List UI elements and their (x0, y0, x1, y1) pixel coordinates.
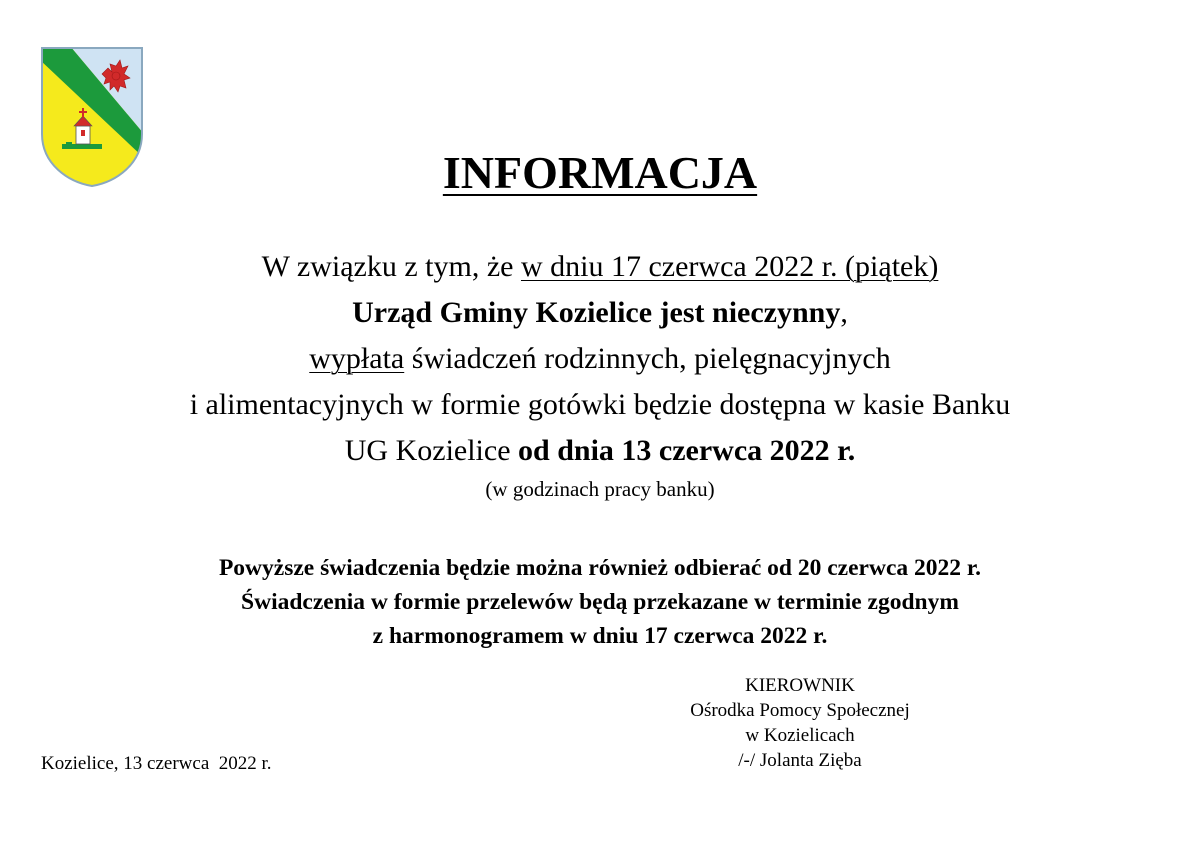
payout-start-date: od dnia 13 czerwca 2022 r. (518, 434, 856, 467)
notice-line-2: Świadczenia w formie przelewów będą przekazane w terminie zgodnym (241, 589, 959, 615)
announcement-line-1-text: W związku z tym, że (261, 250, 521, 283)
document-title: INFORMACJA (442, 147, 758, 198)
additional-notice (0, 551, 1200, 653)
main-announcement (0, 244, 1200, 474)
signatory-name: /-/ Jolanta Zięba (738, 750, 862, 771)
announcement-line-3-text: świadczeń rodzinnych, pielęgnacyjnych (404, 342, 891, 375)
notice-line-3: z harmonogramem w dniu 17 czerwca 2022 r. (372, 623, 828, 649)
announcement-line-4: i alimentacyjnych w formie gotówki będzie dostępna w kasie Banku (189, 388, 1011, 421)
payout-keyword: wypłata (309, 342, 405, 375)
notice-line-1: Powyższe świadczenia będzie można również odbierać od 20 czerwca 2022 r. (218, 555, 982, 581)
office-closed-statement: Urząd Gminy Kozielice jest nieczynny (352, 296, 841, 329)
announcement-line-2-punct: , (840, 296, 848, 329)
announcement-line-3 (0, 336, 1200, 382)
signature-block (640, 673, 960, 773)
place-and-date: Kozielice, 13 czerwca 2022 r. (41, 753, 272, 774)
announcement-line-1 (0, 244, 1200, 290)
closure-date: w dniu 17 czerwca 2022 r. (piątek) (520, 250, 939, 283)
signatory-role: KIEROWNIK (745, 675, 855, 696)
bank-hours-note: (w godzinach pracy banku) (485, 477, 715, 501)
announcement-line-5-text: UG Kozielice (344, 434, 519, 467)
signatory-org-line-1: Ośrodka Pomocy Społecznej (690, 700, 910, 721)
signatory-org-line-2: w Kozielicach (745, 725, 855, 746)
announcement-line-5 (0, 428, 1200, 474)
announcement-line-2 (0, 290, 1200, 336)
